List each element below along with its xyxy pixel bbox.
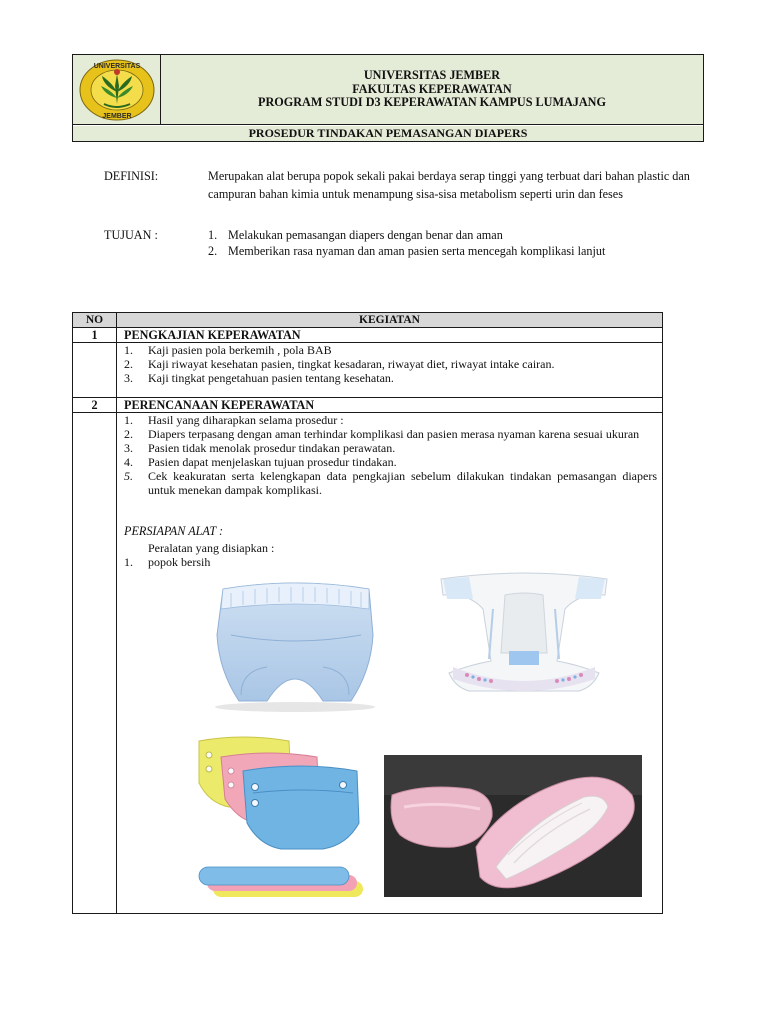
header-titles	[161, 69, 703, 110]
section-title: PENGKAJIAN KEPERAWATAN	[124, 328, 301, 342]
tujuan-item	[208, 244, 698, 260]
column-header-kegiatan: KEGIATAN	[359, 314, 420, 326]
definisi-text: Merupakan alat berupa popok sekali pakai berdaya serap tinggi yang terbuat dari bahan plastic dan campuran bahan kimia untuk menampung sisa-sisa metabolism seperti urin dan feses	[208, 169, 690, 201]
pullup-diaper-image	[201, 575, 389, 713]
logo-text-bottom: JEMBER	[102, 113, 132, 120]
list-item	[124, 357, 660, 371]
logo-text-top: UNIVERSITAS	[93, 63, 141, 70]
header-line-program: PROGRAM STUDI D3 KEPERAWATAN KAMPUS LUMAJANG	[258, 95, 606, 110]
section-header-perencanaan	[73, 397, 662, 413]
list-item-text: Kaji riwayat kesehatan pasien, tingkat kesadaran, riwayat diet, riwayat intake cairan.	[148, 357, 555, 372]
list-item-number: 5.	[124, 469, 133, 484]
document-header	[72, 54, 704, 142]
header-line-university: UNIVERSITAS JEMBER	[363, 68, 501, 82]
peralatan-label: Peralatan yang disiapkan :	[148, 541, 275, 555]
list-item-text: Kaji pasien pola berkemih , pola BAB	[148, 343, 332, 357]
tujuan-item-text: Memberikan rasa nyaman dan aman pasien serta mencegah komplikasi lanjut	[228, 244, 606, 258]
list-item-number: 3.	[124, 371, 133, 386]
tujuan-item	[208, 228, 698, 244]
list-item	[124, 343, 660, 357]
column-header-no: NO	[85, 314, 104, 326]
section-header-pengkajian	[73, 327, 662, 343]
definisi-label: DEFINISI:	[104, 169, 159, 183]
tujuan-item-number: 1.	[208, 228, 218, 242]
alat-item-number: 1.	[124, 555, 133, 569]
list-item-text: Cek keakuratan serta kelengkapan data pengkajian sebelum dilakukan tindakan pemasangan diapers untuk menekan dampak komplikasi.	[148, 469, 657, 498]
university-logo-cell	[73, 55, 161, 125]
list-item-text: Kaji tingkat pengetahuan pasien tentang kesehatan.	[148, 371, 394, 386]
list-item-text: Hasil yang diharapkan selama prosedur :	[148, 413, 344, 427]
list-item-number: 2.	[124, 357, 133, 372]
list-item-number: 4.	[124, 455, 133, 470]
tujuan-item-number: 2.	[208, 244, 218, 258]
procedure-table	[72, 312, 663, 914]
list-item-number: 3.	[124, 441, 133, 456]
pengkajian-list	[124, 343, 660, 385]
list-item	[124, 455, 657, 469]
list-item-number: 2.	[124, 427, 133, 442]
list-item-number: 1.	[124, 343, 133, 357]
list-item	[124, 441, 657, 455]
list-item	[124, 427, 657, 441]
tujuan-label: TUJUAN :	[104, 228, 158, 242]
section-number: 2	[91, 398, 98, 412]
list-item-text: Pasien dapat menjelaskan tujuan prosedur tindakan.	[148, 455, 397, 470]
university-logo	[78, 58, 156, 122]
pink-diapers-photo	[384, 755, 642, 897]
perencanaan-list	[124, 413, 657, 498]
section-number: 1	[91, 328, 98, 342]
list-item	[124, 413, 657, 427]
list-item	[124, 469, 657, 497]
list-item	[124, 371, 660, 385]
tujuan-item-text: Melakukan pemasangan diapers dengan benar dan aman	[228, 228, 503, 242]
tape-diaper-image	[429, 569, 619, 693]
list-item-number: 1.	[124, 413, 133, 427]
header-title-band	[73, 55, 703, 125]
procedure-title: PROSEDUR TINDAKAN PEMASANGAN DIAPERS	[73, 126, 703, 141]
alat-item-text: popok bersih	[148, 555, 211, 569]
cloth-diapers-image	[193, 733, 365, 903]
persiapan-alat-heading: PERSIAPAN ALAT :	[124, 524, 224, 538]
list-item-text: Pasien tidak menolak prosedur tindakan perawatan.	[148, 441, 396, 456]
header-line-faculty: FAKULTAS KEPERAWATAN	[352, 81, 512, 96]
table-header-row	[73, 313, 662, 327]
section-title: PERENCANAAN KEPERAWATAN	[124, 398, 315, 412]
list-item-text: Diapers terpasang dengan aman terhindar komplikasi dan pasien merasa nyaman karena sesuai ukuran	[148, 427, 640, 442]
